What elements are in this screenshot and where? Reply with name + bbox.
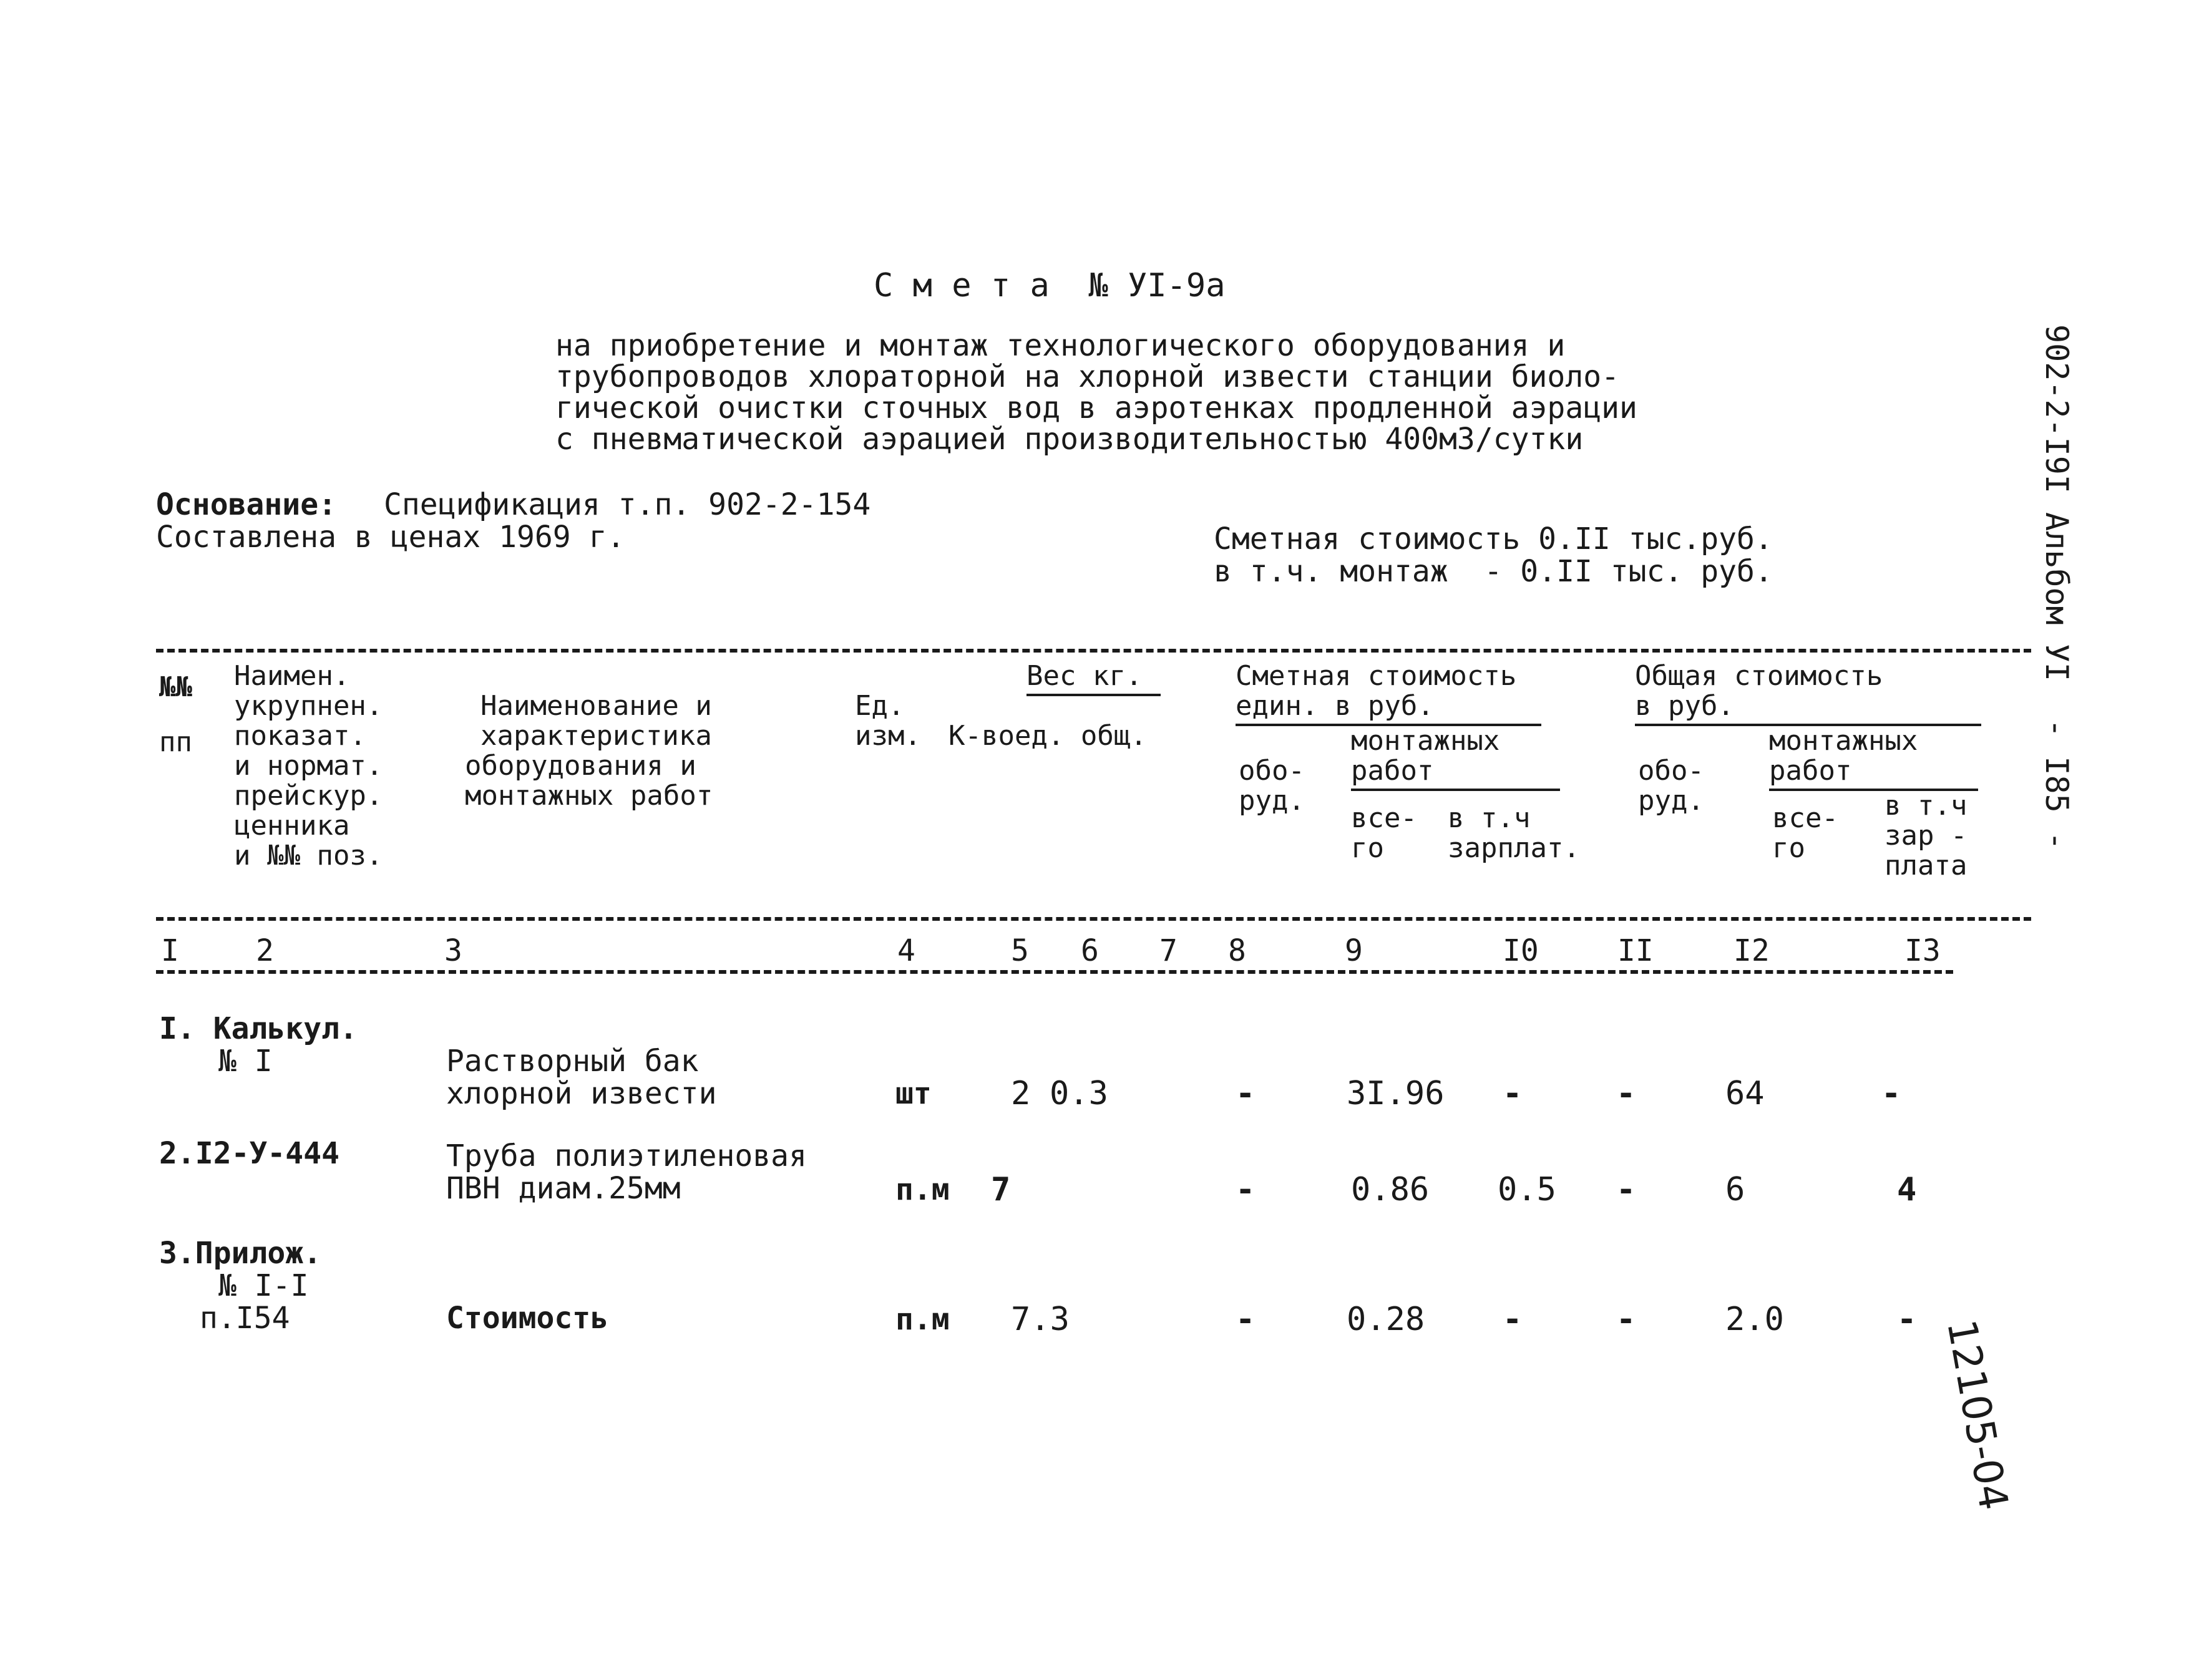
subtitle-line: гической очистки сточных вод в аэротенках продленной аэрации [555, 391, 1637, 425]
header-total-mount: монтажных [1769, 725, 1918, 757]
header-total-mount: работ [1769, 755, 1852, 787]
header-total-equipment: обо- [1638, 755, 1704, 787]
row-name: Растворный бак [446, 1044, 699, 1079]
header-name-line: монтажных работ [465, 780, 713, 812]
column-number: 4 [897, 933, 915, 968]
column-number: 6 [1081, 933, 1099, 968]
row-total-mount-total: 2.0 [1725, 1301, 1784, 1338]
header-unit-mount-total: все- [1351, 802, 1417, 834]
row-total-mount-wage: - [1897, 1301, 1917, 1338]
header-name-line: характеристика [480, 720, 712, 752]
header-unit-mount: монтажных [1351, 725, 1500, 757]
header-total-mount-wage: в т.ч [1885, 790, 1968, 822]
column-number: I [161, 933, 179, 968]
column-number: 5 [1011, 933, 1029, 968]
header-unit-mount-wage: зарплат. [1448, 832, 1580, 864]
row-total-mount-wage: - [1881, 1075, 1901, 1112]
column-number: 3 [444, 933, 462, 968]
header-code-line: и №№ поз. [234, 840, 383, 872]
header-name-line: Наименование и [480, 690, 712, 722]
row-unit-equipment: - [1236, 1301, 1256, 1338]
header-code-line: показат. [234, 720, 366, 752]
header-total-cost: Общая стоимость [1635, 660, 1883, 692]
row-code: I. Калькул. [159, 1011, 358, 1046]
row-total-mount-total: 64 [1725, 1075, 1765, 1112]
row-unit-equipment: - [1236, 1075, 1256, 1112]
header-unit-equipment: руд. [1239, 785, 1305, 817]
column-number: II [1617, 933, 1654, 968]
column-number: I2 [1733, 933, 1770, 968]
unit-mount-underline [1351, 789, 1560, 791]
row-qty: 7 [991, 1171, 1011, 1208]
header-code-line: и нормат. [234, 750, 383, 782]
header-total-equipment: руд. [1638, 785, 1704, 817]
header-unit-equipment: обо- [1239, 755, 1305, 787]
header-weight: Вес кг. [1026, 660, 1143, 692]
basis-label: Основание: [156, 487, 336, 522]
header-unit-cost: един. в руб. [1236, 690, 1434, 722]
header-total-mount-wage: плата [1885, 850, 1968, 881]
estimated-cost: Сметная стоимость 0.II тыс.руб. [1214, 522, 1773, 556]
row-unit-mount-total: 0.28 [1347, 1301, 1425, 1338]
header-num-line: №№ [159, 671, 192, 703]
header-name-line: оборудования и [465, 750, 696, 782]
row-total-equipment: - [1616, 1075, 1636, 1112]
table-top-rule [156, 649, 2031, 653]
column-number: 8 [1228, 933, 1246, 968]
row-name: хлорной извести [446, 1076, 717, 1111]
row-total-mount-wage: 4 [1897, 1171, 1917, 1208]
row-name: Стоимость [446, 1301, 609, 1336]
row-unit-mount-wage: 0.5 [1498, 1171, 1556, 1208]
row-total-equipment: - [1616, 1301, 1636, 1338]
header-unit-mount-total: го [1351, 832, 1384, 864]
row-code: 2.I2-У-444 [159, 1136, 339, 1171]
header-unit-mount-wage: в т.ч [1448, 802, 1531, 834]
header-num-line: пп [159, 726, 192, 758]
header-unit-line: изм. [855, 720, 921, 752]
album-side-label: 902-2-I9I Альбом УI - I85 - [2039, 324, 2075, 850]
estimated-cost-mount: в т.ч. монтаж - 0.II тыс. руб. [1214, 554, 1773, 589]
column-number: I3 [1904, 933, 1941, 968]
basis-value: Спецификация т.п. 902-2-154 [384, 487, 871, 522]
handwritten-code: 12105-04 [1938, 1316, 2017, 1514]
column-number: I0 [1503, 933, 1539, 968]
row-weight: 0.3 [1050, 1075, 1108, 1112]
row-unit-mount-wage: - [1503, 1075, 1523, 1112]
header-code-line: укрупнен. [234, 690, 383, 722]
header-unit-mount: работ [1351, 755, 1434, 787]
header-code-line: Наимен. [234, 660, 350, 692]
column-number-rule [156, 970, 1953, 974]
header-code-line: ценника [234, 810, 350, 842]
header-weight-sub: К-воед. общ. [948, 720, 1147, 752]
row-code: № I-I [218, 1268, 309, 1303]
row-unit: п.м [895, 1302, 950, 1337]
header-unit-cost: Сметная стоимость [1236, 660, 1517, 692]
row-unit: шт [895, 1076, 932, 1111]
document-title: С м е т а № УI-9а [874, 267, 1226, 304]
column-number: 7 [1159, 933, 1178, 968]
header-total-cost: в руб. [1635, 690, 1734, 722]
row-total-equipment: - [1616, 1171, 1636, 1208]
row-unit-mount-total: 3I.96 [1347, 1075, 1445, 1112]
row-total-mount-total: 6 [1725, 1171, 1745, 1208]
row-unit-mount-total: 0.86 [1351, 1171, 1430, 1208]
prices-note: Составлена в ценах 1969 г. [156, 520, 625, 555]
subtitle-line: с пневматической аэрацией производительностью 400м3/сутки [555, 422, 1584, 457]
column-number: 9 [1345, 933, 1363, 968]
row-qty: 7.3 [1011, 1301, 1070, 1338]
subtitle-line: трубопроводов хлораторной на хлорной извести станции биоло- [555, 359, 1620, 394]
column-number: 2 [256, 933, 274, 968]
row-code: 3.Прилож. [159, 1236, 322, 1271]
header-total-mount-wage: зар - [1885, 820, 1968, 852]
header-code-line: прейскур. [234, 780, 383, 812]
row-unit-equipment: - [1236, 1171, 1256, 1208]
row-unit-mount-wage: - [1503, 1301, 1523, 1338]
row-unit: п.м [895, 1172, 950, 1207]
row-qty: 2 [1011, 1075, 1031, 1112]
header-unit-line: Ед. [855, 690, 905, 722]
weight-underline [1026, 694, 1161, 696]
row-name: ПВН диам.25мм [446, 1171, 681, 1206]
row-name: Труба полиэтиленовая [446, 1139, 807, 1173]
header-total-mount-total: го [1772, 832, 1805, 864]
header-total-mount-total: все- [1772, 802, 1838, 834]
row-code: п.I54 [200, 1301, 290, 1336]
subtitle-line: на приобретение и монтаж технологического оборудования и [555, 328, 1566, 363]
table-header-rule [156, 917, 2031, 921]
row-code: № I [218, 1044, 273, 1079]
